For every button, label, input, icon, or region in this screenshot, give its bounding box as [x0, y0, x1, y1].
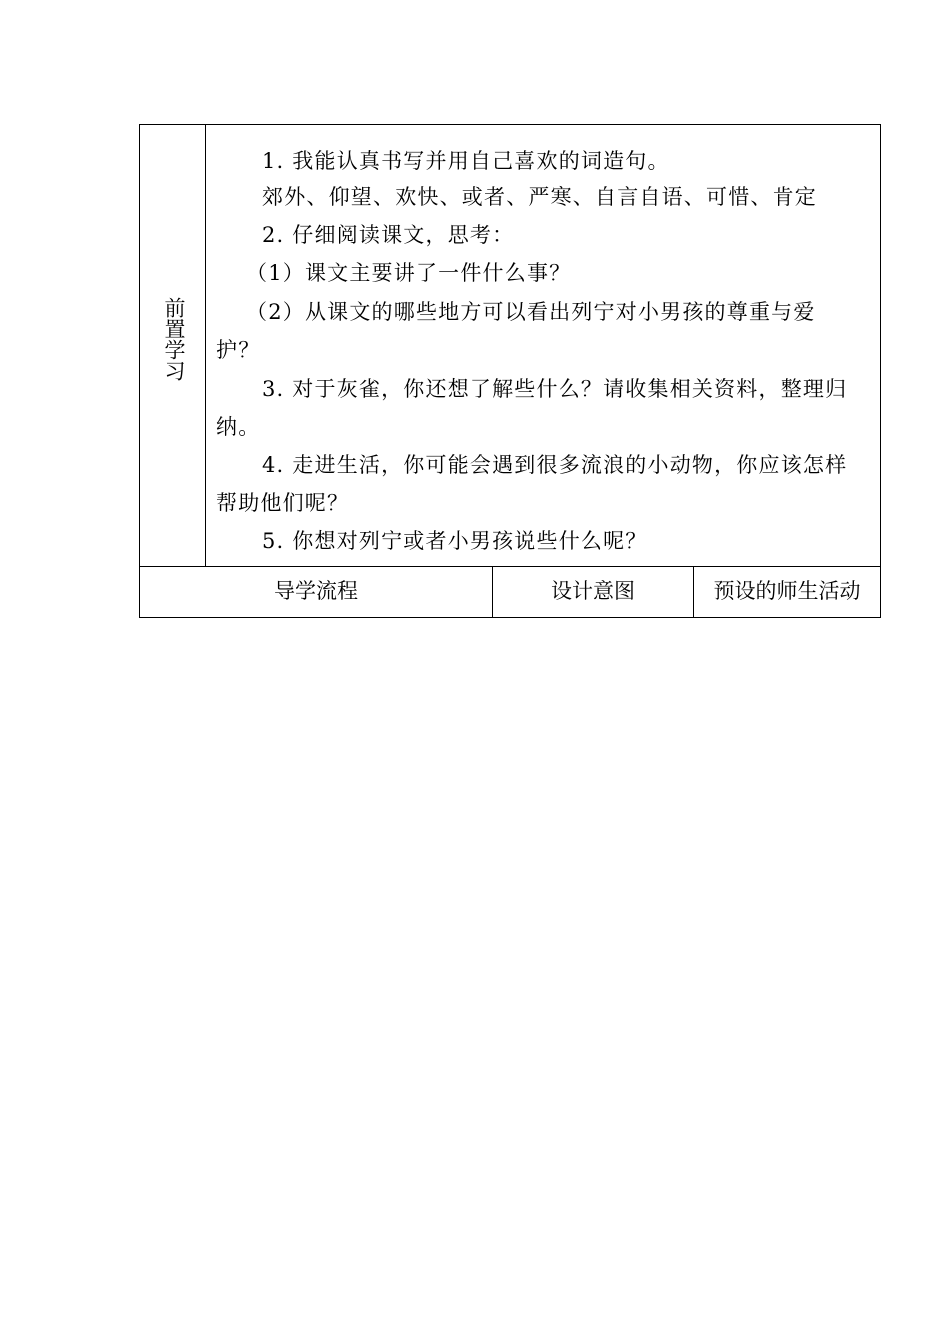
preview-study-row: [140, 125, 880, 567]
question-1: （1）课文主要讲了一件什么事？: [246, 261, 572, 285]
task-3: 3. 对于灰雀，你还想了解些什么？请收集相关资料，整理归: [262, 377, 848, 401]
side-label: 前置学习: [162, 297, 186, 381]
side-label-cell: [140, 125, 206, 566]
content-cell: [206, 125, 880, 566]
task-4: 4. 走进生活，你可能会遇到很多流浪的小动物，你应该怎样: [262, 453, 848, 477]
task-5: 5. 你想对列宁或者小男孩说些什么呢？: [262, 529, 648, 553]
vocab-list: 郊外、仰望、欢快、或者、严寒、自言自语、可惜、肯定: [262, 185, 817, 209]
col-activities: 预设的师生活动: [713, 579, 861, 603]
question-2: （2）从课文的哪些地方可以看出列宁对小男孩的尊重与爱: [246, 300, 816, 324]
question-2-cont: 护？: [216, 338, 261, 362]
col-guide-process: 导学流程: [140, 566, 493, 617]
header-row: [140, 566, 880, 617]
task-3-cont: 纳。: [216, 415, 261, 439]
task-1: 1. 我能认真书写并用自己喜欢的词造句。: [262, 149, 670, 173]
task-2: 2. 仔细阅读课文，思考：: [262, 223, 515, 247]
col-design-intent: 设计意图: [493, 566, 694, 617]
lesson-table: [139, 124, 881, 618]
task-4-cont: 帮助他们呢？: [216, 491, 350, 515]
